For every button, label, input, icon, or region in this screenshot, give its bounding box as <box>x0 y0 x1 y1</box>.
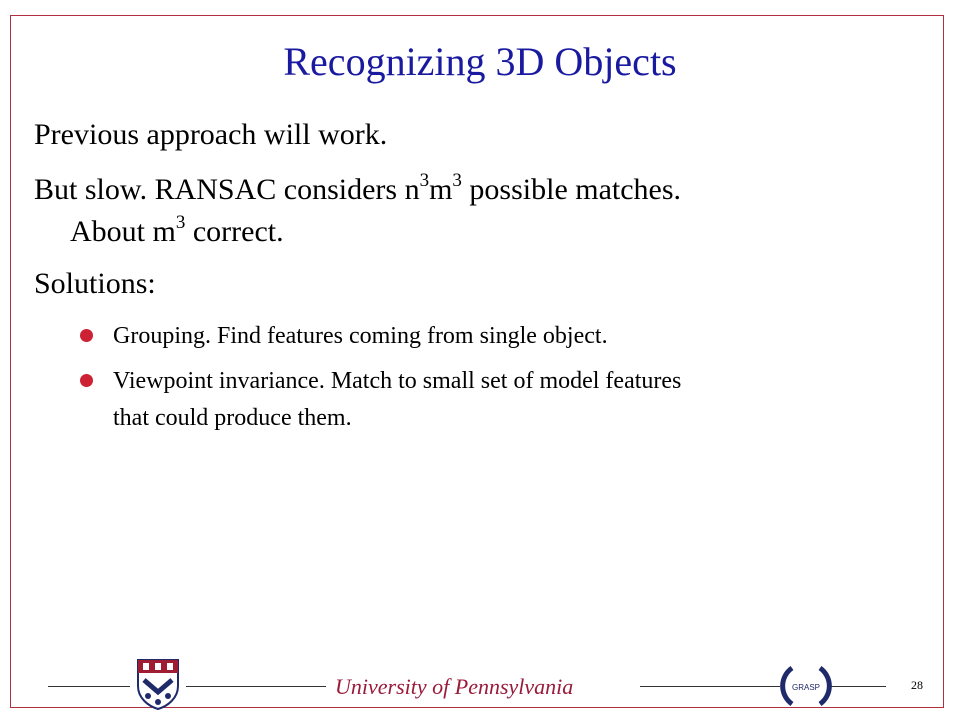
footer-rule <box>186 686 326 687</box>
university-name: University of Pennsylvania <box>335 674 574 699</box>
bullet-grouping: Grouping. Find features coming from single object. <box>113 323 608 349</box>
footer-rule <box>828 686 886 687</box>
line-previous-approach: Previous approach will work. <box>34 118 388 151</box>
grasp-logo-text: GRASP <box>791 683 821 692</box>
grasp-logo-icon <box>780 662 832 710</box>
bullet-dot-icon <box>80 329 93 342</box>
line-about-correct: About $m^3$ correct. <box>70 212 284 248</box>
line-but-slow: But slow. RANSAC considers $n^3m^3$ possible matches. <box>34 170 682 206</box>
bullet-viewpoint: Viewpoint invariance. Match to small set of model features <box>113 368 682 394</box>
penn-shield-logo-icon <box>135 658 181 710</box>
bullet-viewpoint-cont: that could produce them. <box>113 405 352 431</box>
footer-rule <box>48 686 130 687</box>
footer-rule <box>640 686 780 687</box>
line-solutions: Solutions: <box>34 267 156 300</box>
page-number: 28 <box>911 678 923 692</box>
bullet-dot-icon <box>80 374 93 387</box>
slide-title: Recognizing 3D Objects <box>283 39 677 84</box>
